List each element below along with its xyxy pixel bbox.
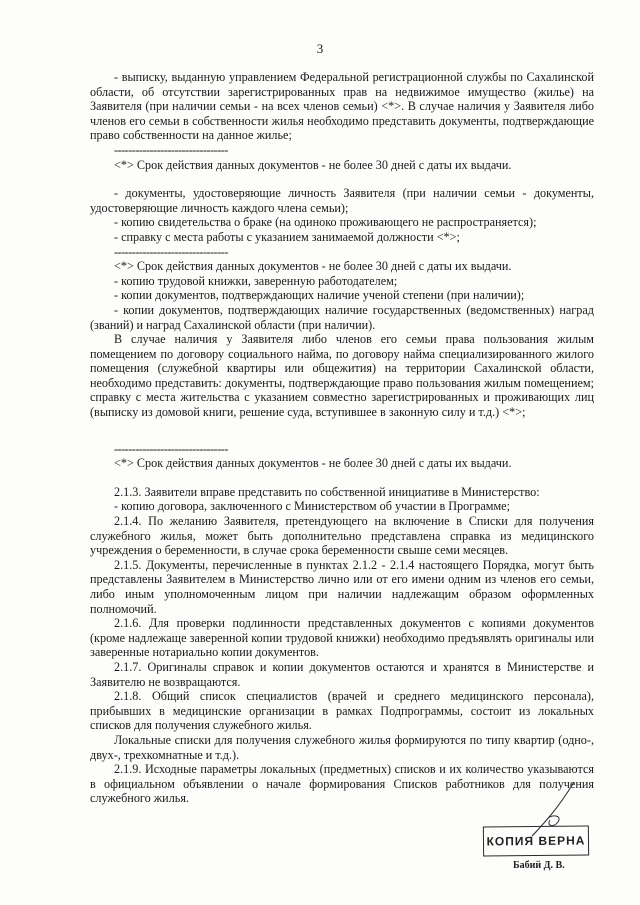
- footnote: <*> Срок действия данных документов - не более 30 дней с даты их выдачи.: [114, 259, 512, 274]
- paragraph: 2.1.5. Документы, перечисленные в пунктах 2.1.2 - 2.1.4 настоящего Порядка, могут быть представлены Заявителем в Министерство лично или от его имени одним из членов его семьи, либо иным уполномоченным лицом при наличии надлежащим образом оформленных полномочий.: [90, 557, 594, 616]
- paragraph: - выписку, выданную управлением Федеральной регистрационной службы по Сахалинской области, об отсутствии зарегистрированных прав на недвижимое имущество (жилье) на Заявителя (при наличии семьи - на всех членов семьи) <*>. В случае наличия у Заявителя либо членов его семьи в собственности жилья необходимо представить документы, подтверждающие право собственности на данное жилье;: [90, 70, 594, 143]
- page-number: 3: [316, 41, 324, 56]
- paragraph: - копии документов, подтверждающих наличие государственных (ведомственных) наград (званий) и наград Сахалинской области (при наличии).: [90, 302, 594, 332]
- footnote-separator: --------------------------------: [114, 244, 228, 259]
- footnote-separator: --------------------------------: [114, 441, 228, 456]
- paragraph: - копию свидетельства о браке (на одиноко проживающего не распространяется);: [114, 215, 537, 230]
- paragraph: - копию договора, заключенного с Министерством об участии в Программе;: [114, 499, 510, 514]
- paragraph: В случае наличия у Заявителя либо членов его семьи права пользования жилым помещением по договору социального найма, по договору найма специализированного жилого помещения (служебной квартиры или общежития) на территории Сахалинской области, необходимо представить: документы, подтверждающие право пользования жилым помещением; справку с места жительства с указанием совместно зарегистрированных и проживающих лиц (выписку из домовой книги, решение суда, вступившее в законную силу и т.д.) <*>;: [90, 332, 594, 420]
- footnote: <*> Срок действия данных документов - не более 30 дней с даты их выдачи.: [114, 456, 512, 471]
- paragraph: - копию трудовой книжки, заверенную работодателем;: [114, 273, 398, 288]
- footnote: <*> Срок действия данных документов - не более 30 дней с даты их выдачи.: [114, 157, 512, 172]
- paragraph: - документы, удостоверяющие личность Заявителя (при наличии семьи - документы, удостоверяющие личность каждого члена семьи);: [90, 186, 594, 215]
- paragraph: 2.1.8. Общий список специалистов (врачей и среднего медицинского персонала), прибывших в медицинские организации в рамках Подпрограммы, состоит из локальных списков для получения служебного жилья.: [90, 689, 594, 733]
- paragraph: 2.1.7. Оригиналы справок и копии документов остаются и хранятся в Министерстве и Заявителю не возвращаются.: [90, 659, 594, 689]
- paragraph: - копии документов, подтверждающих наличие ученой степени (при наличии);: [114, 288, 525, 303]
- footnote-separator: --------------------------------: [114, 142, 228, 157]
- stamp-signatory-name: Бабий Д. В.: [513, 860, 565, 871]
- paragraph: 2.1.9. Исходные параметры локальных (предметных) списков и их количество указываются в официальном объявлении о начале формирования Списков работников для получения служебного жилья.: [90, 762, 594, 806]
- paragraph: 2.1.3. Заявители вправе представить по собственной инициативе в Министерство:: [114, 484, 540, 499]
- paragraph: 2.1.6. Для проверки подлинности представленных документов с копиями документов (кроме надлежаще заверенной копии трудовой книжки) необходимо предъявлять оригиналы или заверенные нотариально копии документов.: [90, 616, 594, 660]
- paragraph: 2.1.4. По желанию Заявителя, претендующего на включение в Списки для получения служебного жилья, может быть дополнительно представлена справка из медицинского учреждения о беременности, в случае срока беременности свыше семи месяцев.: [90, 514, 594, 558]
- paragraph: Локальные списки для получения служебного жилья формируются по типу квартир (одно-, двух-, трехкомнатные и т.д.).: [90, 732, 594, 762]
- certified-copy-stamp: КОПИЯ ВЕРНА: [483, 825, 589, 856]
- paragraph: - справку с места работы с указанием занимаемой должности <*>;: [114, 229, 460, 244]
- document-body: [90, 70, 594, 806]
